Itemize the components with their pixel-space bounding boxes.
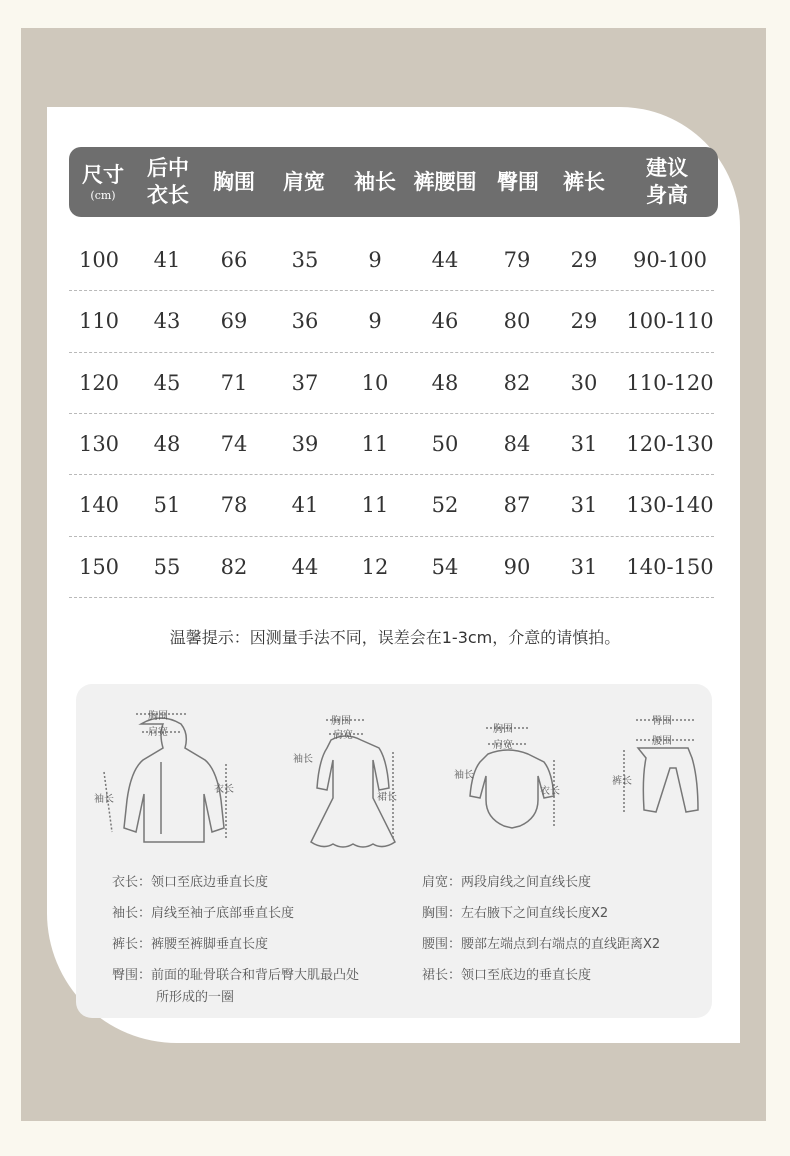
def-waist-label: 腰围： [422, 937, 462, 952]
def-waist-text: 腰部左端点到右端点的直线距离X2 [461, 937, 661, 952]
def-shoulder [422, 872, 591, 894]
def-pants-length-label: 裤长： [112, 937, 152, 952]
table-cell: 31 [570, 554, 598, 579]
def-length [112, 872, 268, 894]
pants-length-label: 裤长 [612, 776, 632, 787]
dress-skirt-label: 裙长 [377, 792, 397, 803]
table-row [69, 475, 718, 536]
table-cell: 29 [570, 248, 598, 272]
table-cell: 100-110 [626, 309, 714, 334]
table-cell: 9 [368, 248, 382, 272]
header-hip-label: 臀围 [497, 169, 539, 194]
table-cell: 87 [503, 493, 531, 518]
table-cell: 9 [368, 309, 382, 334]
size-table-header [69, 147, 718, 217]
dress-shoulder-label: 肩宽 [333, 730, 353, 741]
header-shoulder [283, 147, 325, 217]
table-cell: 110-120 [626, 370, 714, 395]
table-cell: 78 [220, 493, 248, 518]
header-pants-waist-label: 裤腰围 [413, 169, 477, 194]
table-row [69, 291, 718, 352]
jacket-illustration [86, 702, 236, 852]
def-shoulder-text: 两段肩线之间直线长度 [461, 875, 592, 890]
def-waist [422, 934, 660, 956]
table-cell: 120 [78, 370, 120, 395]
def-shoulder-label: 肩宽： [422, 875, 462, 890]
romper-sleeve-label: 袖长 [454, 770, 474, 781]
table-cell: 71 [220, 370, 248, 395]
def-hip-text-line2: 所形成的一圈 [156, 990, 235, 1005]
def-chest-label: 胸围： [422, 906, 462, 921]
def-length-text: 领口至底边垂直长度 [151, 875, 269, 890]
def-chest-text: 左右腋下之间直线长度X2 [461, 906, 609, 921]
table-cell: 130-140 [626, 493, 714, 518]
table-cell: 37 [291, 370, 319, 395]
table-cell: 31 [570, 431, 598, 456]
table-cell: 48 [431, 370, 459, 395]
table-cell: 11 [361, 493, 389, 518]
table-cell: 90 [503, 554, 531, 579]
table-cell: 35 [291, 248, 319, 272]
table-cell: 69 [220, 309, 248, 334]
table-cell: 46 [431, 309, 459, 334]
header-height [646, 147, 688, 217]
def-chest [422, 903, 608, 925]
header-height-line2: 身高 [646, 183, 688, 207]
romper-length-label: 衣长 [540, 786, 560, 797]
header-size-unit: (cm) [90, 188, 116, 202]
header-hip [497, 147, 539, 217]
table-cell: 110 [78, 309, 120, 334]
table-row [69, 353, 718, 414]
header-pants-length [563, 147, 605, 217]
table-cell: 55 [153, 554, 181, 579]
table-cell: 29 [570, 309, 598, 334]
table-cell: 41 [153, 248, 181, 272]
def-skirt-text: 领口至底边的垂直长度 [461, 968, 592, 983]
table-cell: 10 [361, 370, 389, 395]
header-sleeve [354, 147, 396, 217]
table-cell: 51 [153, 493, 181, 518]
table-cell: 45 [153, 370, 181, 395]
table-row [69, 230, 718, 291]
measurement-guide-panel [76, 684, 712, 1018]
header-chest [213, 147, 255, 217]
romper-illustration [448, 714, 568, 834]
def-hip-text: 前面的耻骨联合和背后臀大肌最凸处 [151, 968, 360, 983]
table-cell: 79 [503, 248, 531, 272]
header-shoulder-label: 肩宽 [283, 169, 325, 194]
table-cell: 30 [570, 370, 598, 395]
table-cell: 31 [570, 493, 598, 518]
jacket-chest-label: 胸围 [148, 711, 168, 722]
jacket-sleeve-label: 袖长 [94, 794, 114, 805]
table-cell: 82 [503, 370, 531, 395]
def-pants-length-text: 裤腰至裤脚垂直长度 [151, 937, 269, 952]
header-height-line1: 建议 [646, 156, 688, 180]
def-skirt [422, 965, 591, 987]
table-cell: 120-130 [626, 431, 714, 456]
row-divider [69, 597, 714, 598]
def-sleeve-label: 袖长： [112, 906, 152, 921]
table-cell: 150 [78, 554, 120, 579]
jacket-length-label: 衣长 [214, 784, 234, 795]
measurement-tip: 温馨提示：因测量手法不同，误差会在1-3cm，介意的请慎拍。 [169, 628, 621, 647]
table-cell: 11 [361, 431, 389, 456]
pants-waist-label: 腰围 [652, 736, 672, 747]
def-hip-label: 臀围： [112, 968, 152, 983]
dress-illustration [291, 710, 401, 850]
header-size [82, 147, 124, 217]
header-sleeve-label: 袖长 [354, 169, 396, 194]
table-cell: 66 [220, 248, 248, 272]
table-cell: 41 [291, 493, 319, 518]
table-cell: 140-150 [626, 554, 714, 579]
romper-shoulder-label: 肩宽 [493, 740, 513, 751]
table-row [69, 414, 718, 475]
dress-chest-label: 胸围 [331, 716, 351, 727]
table-cell: 44 [291, 554, 319, 579]
table-cell: 44 [431, 248, 459, 272]
header-size-label: 尺寸 [82, 162, 124, 187]
jacket-shoulder-label: 肩宽 [148, 727, 168, 738]
table-cell: 100 [78, 248, 120, 272]
table-cell: 80 [503, 309, 531, 334]
header-back-length [147, 147, 189, 217]
romper-chest-label: 胸围 [493, 724, 513, 735]
header-pants-waist [414, 147, 477, 217]
table-cell: 50 [431, 431, 459, 456]
header-chest-label: 胸围 [213, 169, 255, 194]
pants-illustration [612, 710, 702, 830]
pants-hip-label: 臀围 [652, 716, 672, 727]
def-length-label: 衣长： [112, 875, 152, 890]
table-cell: 36 [291, 309, 319, 334]
def-sleeve [112, 903, 294, 925]
def-sleeve-text: 肩线至袖子底部垂直长度 [151, 906, 295, 921]
table-cell: 52 [431, 493, 459, 518]
table-cell: 54 [431, 554, 459, 579]
dress-sleeve-label: 袖长 [293, 754, 313, 765]
table-cell: 82 [220, 554, 248, 579]
table-cell: 130 [78, 431, 120, 456]
header-pants-length-label: 裤长 [563, 169, 605, 194]
table-cell: 84 [503, 431, 531, 456]
table-cell: 74 [220, 431, 248, 456]
def-pants-length [112, 934, 268, 956]
table-cell: 43 [153, 309, 181, 334]
def-skirt-label: 裙长： [422, 968, 462, 983]
table-cell: 90-100 [633, 248, 707, 272]
table-cell: 39 [291, 431, 319, 456]
header-back-length-line2: 衣长 [147, 183, 189, 207]
header-back-length-line1: 后中 [147, 156, 189, 180]
table-cell: 48 [153, 431, 181, 456]
table-row [69, 537, 718, 598]
table-cell: 140 [78, 493, 120, 518]
def-hip [112, 965, 359, 1009]
table-cell: 12 [361, 554, 389, 579]
